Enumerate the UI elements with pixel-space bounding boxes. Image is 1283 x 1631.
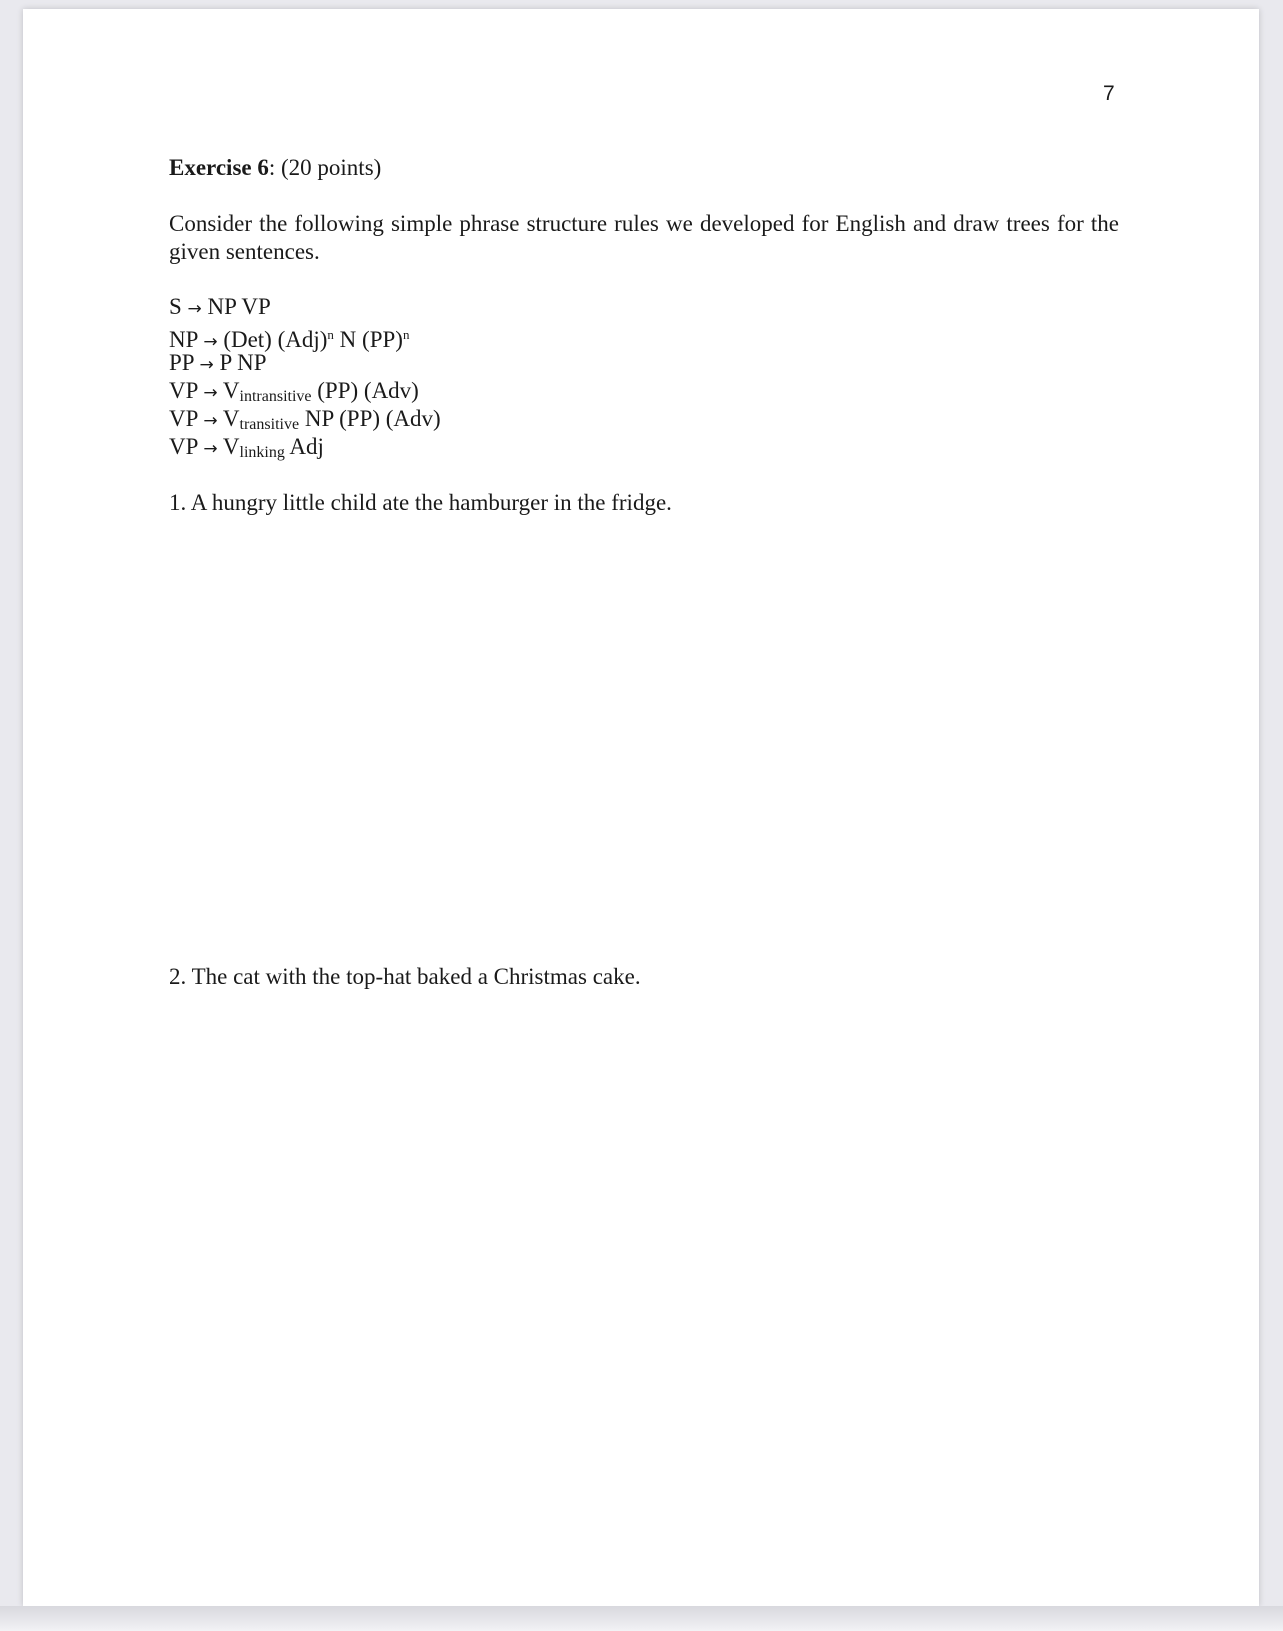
rule-rhs-continued: (PP) (Adv) bbox=[311, 378, 419, 403]
rewrite-arrow-icon: → bbox=[187, 299, 202, 319]
rule-superscript: n bbox=[402, 327, 410, 342]
rule-rhs-continued: N (PP) bbox=[333, 327, 403, 352]
rule-np bbox=[169, 321, 441, 352]
rule-rhs: V bbox=[222, 434, 240, 459]
question-2: 2. The cat with the top-hat baked a Christmas cake. bbox=[169, 964, 641, 989]
rule-rhs: (Det) (Adj) bbox=[223, 327, 328, 352]
instructions-paragraph: Consider the following simple phrase structure rules we developed for English and draw trees for the given sentences. bbox=[169, 211, 1119, 264]
rule-lhs: NP bbox=[169, 327, 198, 352]
rule-pp bbox=[169, 349, 441, 377]
rule-subscript: linking bbox=[239, 444, 285, 461]
rewrite-arrow-icon: → bbox=[203, 332, 218, 352]
rule-s bbox=[169, 293, 441, 321]
rule-rhs: NP VP bbox=[207, 294, 271, 319]
rule-vp-transitive bbox=[169, 405, 441, 433]
rule-rhs-continued: NP (PP) (Adv) bbox=[299, 406, 441, 431]
rule-subscript: transitive bbox=[239, 416, 300, 433]
rule-rhs: V bbox=[222, 378, 240, 403]
rule-rhs: V bbox=[222, 406, 240, 431]
exercise-heading bbox=[169, 155, 381, 181]
rewrite-arrow-icon: → bbox=[199, 355, 214, 375]
rule-lhs: VP bbox=[169, 406, 198, 431]
question-1: 1. A hungry little child ate the hamburger in the fridge. bbox=[169, 490, 672, 515]
rewrite-arrow-icon: → bbox=[203, 411, 218, 431]
rule-vp-intransitive bbox=[169, 377, 441, 405]
rewrite-arrow-icon: → bbox=[203, 383, 218, 403]
rule-lhs: VP bbox=[169, 434, 198, 459]
phrase-structure-rules bbox=[169, 293, 441, 461]
viewer-bottom-edge bbox=[0, 1606, 1283, 1631]
rule-subscript: intransitive bbox=[239, 388, 312, 405]
rule-lhs: VP bbox=[169, 378, 198, 403]
exercise-points: : (20 points) bbox=[268, 155, 382, 180]
rule-rhs-continued: Adj bbox=[284, 434, 324, 459]
rule-lhs: S bbox=[169, 294, 182, 319]
rule-lhs: PP bbox=[169, 350, 194, 375]
rewrite-arrow-icon: → bbox=[203, 439, 218, 459]
rule-vp-linking bbox=[169, 433, 441, 461]
rule-rhs: P NP bbox=[219, 350, 267, 375]
page-number: 7 bbox=[1103, 82, 1115, 105]
exercise-label: Exercise 6 bbox=[169, 155, 269, 180]
rule-superscript: n bbox=[327, 327, 334, 342]
